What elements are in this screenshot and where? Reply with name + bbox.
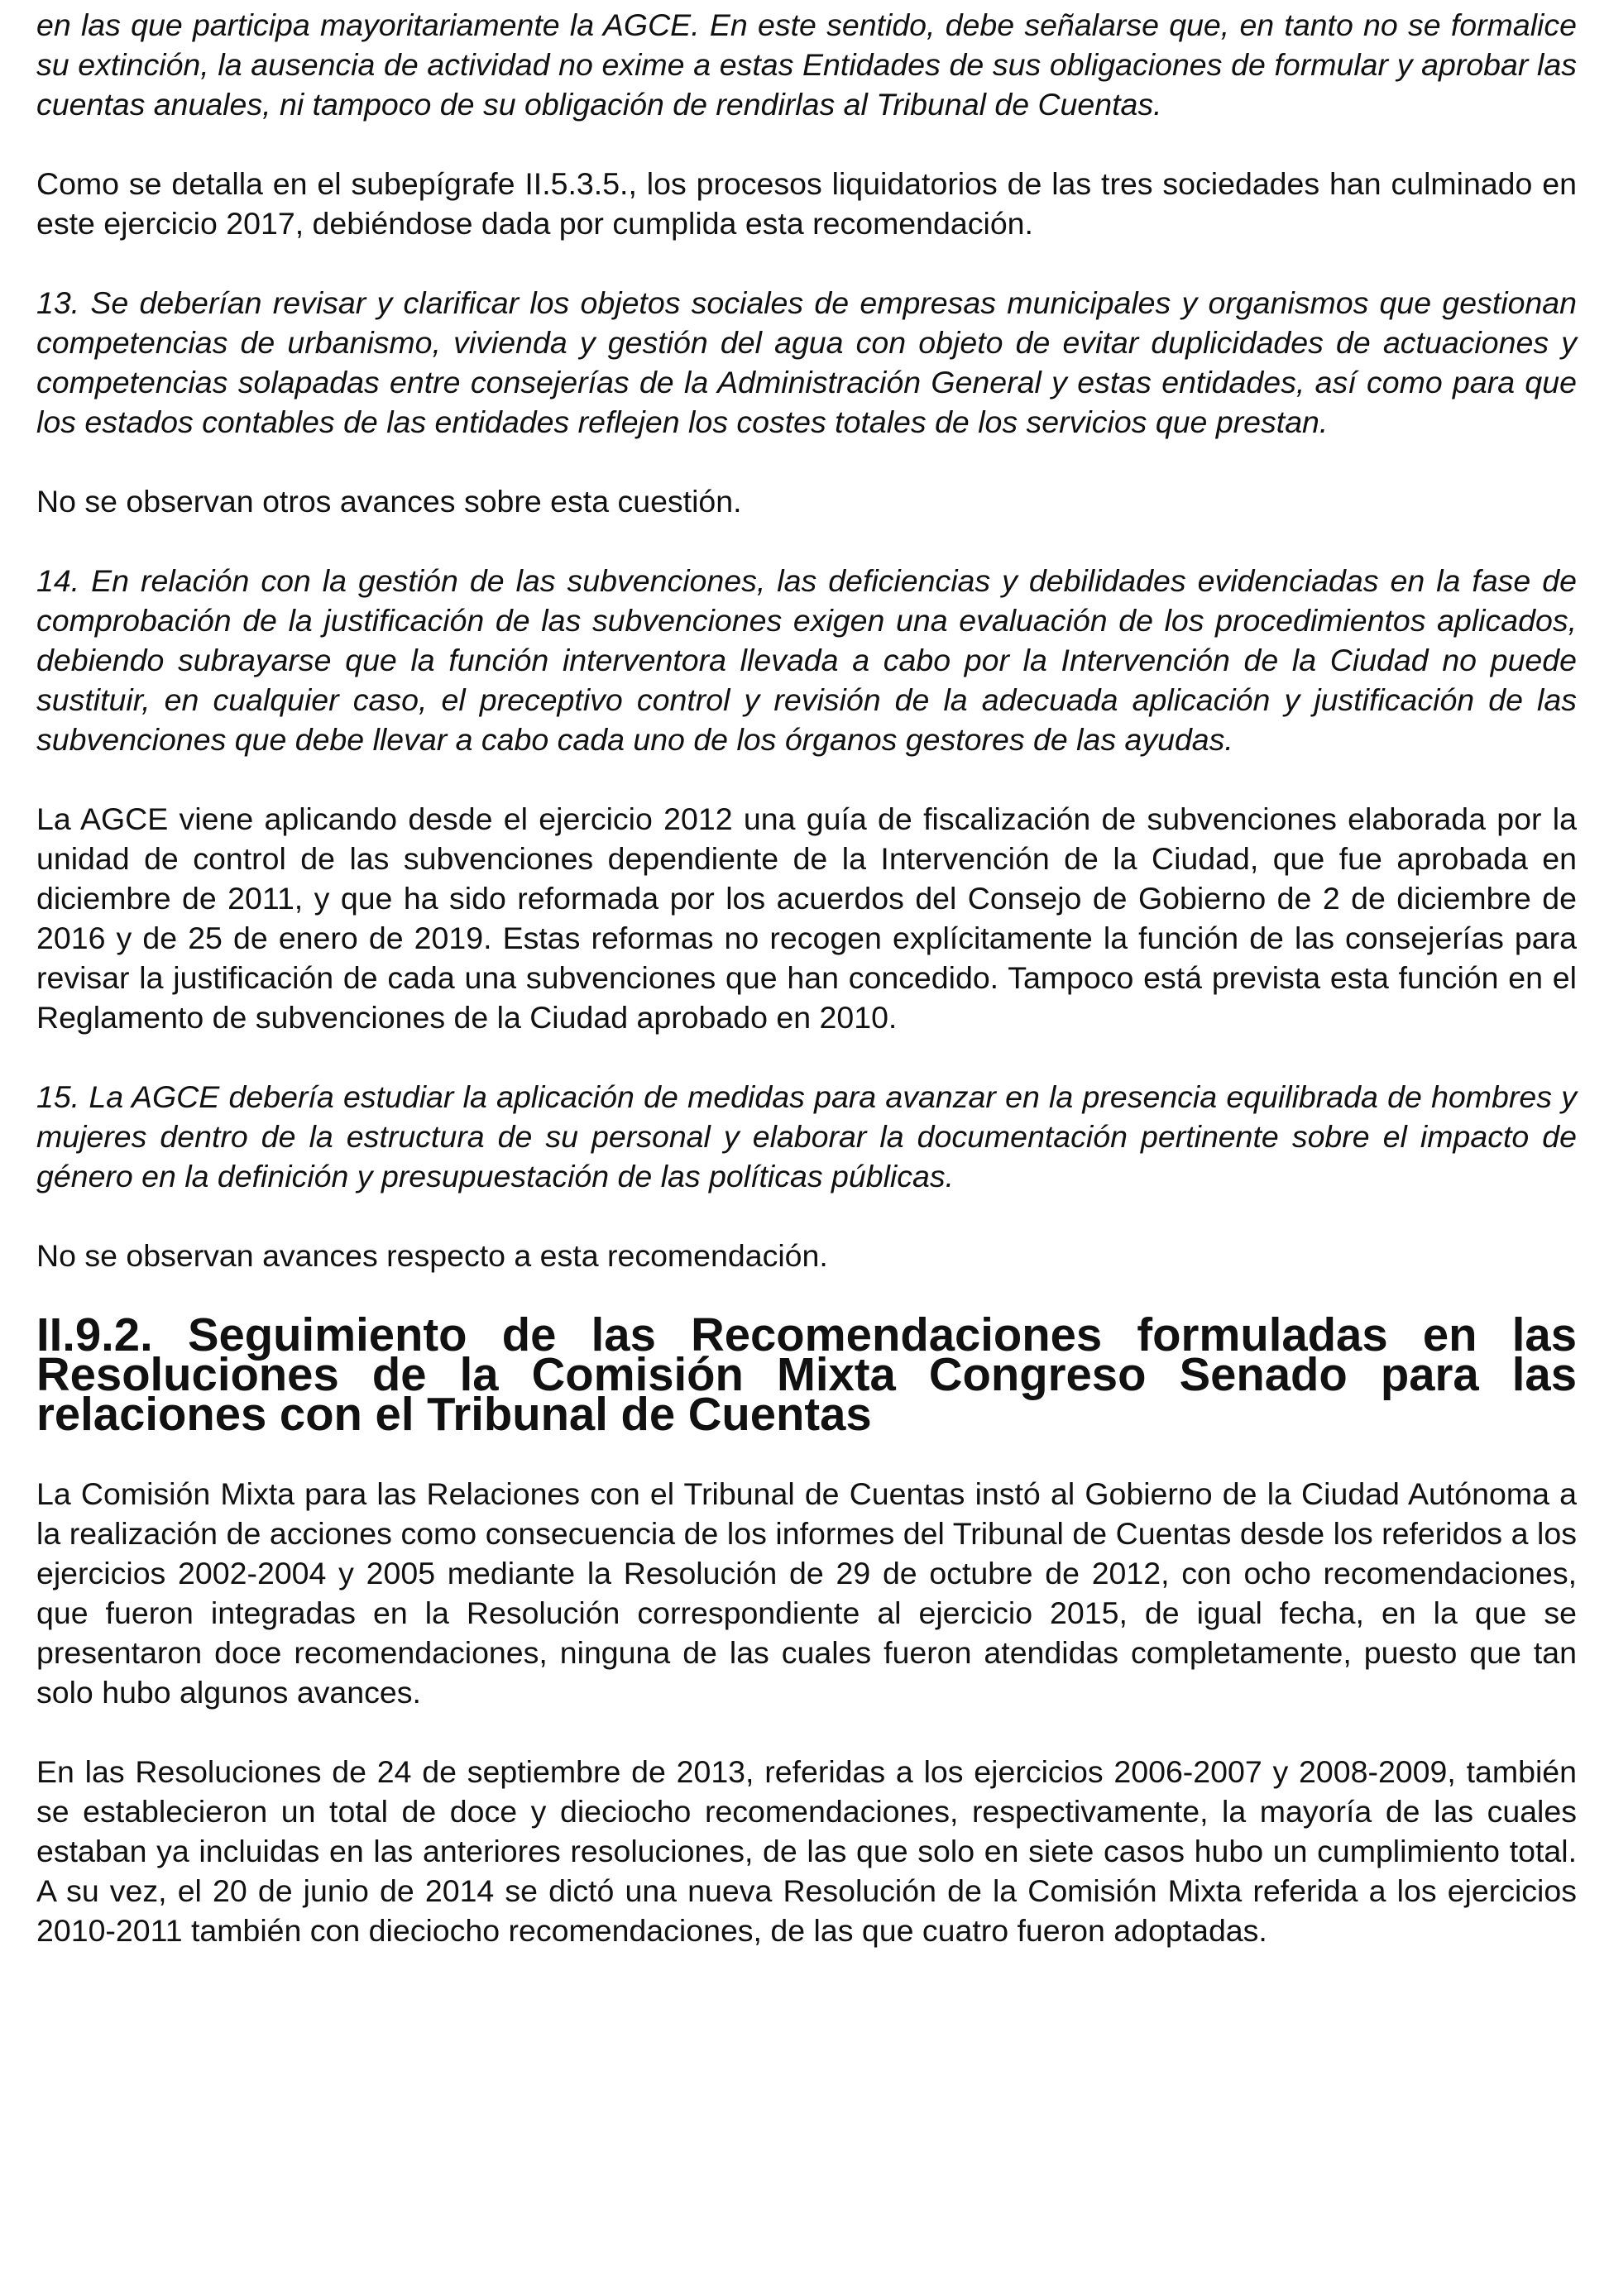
paragraph-inactive-entities: en las que participa mayoritariamente la AGCE. En este sentido, debe señalarse que, en tanto no se formalice su extinción, la ausencia de actividad no exime a estas Entidades de sus obligaciones de formular y aprobar las cuentas anuales, ni tampoco de su obligación de rendirlas al Tribunal de Cuentas. bbox=[36, 7, 1577, 122]
paragraph-subsidy-guide: La AGCE viene aplicando desde el ejercicio 2012 una guía de fiscalización de subvenciones elaborada por la unidad de control de las subvenciones dependiente de la Intervención de la Ciudad, que fue aprobada en diciembre de 2011, y que ha sido reformada por los acuerdos del Consejo de Gobierno de 2 de diciembre de 2016 y de 25 de enero de 2019. Estas reformas no recogen explícitamente la función de las consejerías para revisar la justificación de cada una subvenciones que han concedido. Tampoco está prevista esta función en el Reglamento de subvenciones de la Ciudad aprobado en 2010. bbox=[36, 801, 1577, 1035]
paragraph-joint-commission: La Comisión Mixta para las Relaciones con el Tribunal de Cuentas instó al Gobierno de la Ciudad Autónoma a la realización de acciones como consecuencia de los informes del Tribunal de Cuentas desde los referidos a los ejercicios 2002-2004 y 2005 mediante la Resolución de 29 de octubre de 2012, con ocho recomendaciones, que fueron integradas en la Resolución correspondiente al ejercicio 2015, de igual fecha, en la que se presentaron doce recomendaciones, ninguna de las cuales fueron atendidas completamente, puesto que tan solo hubo algunos avances. bbox=[36, 1476, 1577, 1710]
paragraph-resolutions-2013: En las Resoluciones de 24 de septiembre de 2013, referidas a los ejercicios 2006-2007 y 2008-2009, también se establecieron un total de doce y dieciocho recomendaciones, respectivamente, la mayoría de las cuales estaban ya incluidas en las anteriores resoluciones, de las que solo en siete casos hubo un cumplimiento total. A su vez, el 20 de junio de 2014 se dictó una nueva Resolución de la Comisión Mixta referida a los ejercicios 2010-2011 también con dieciocho recomendaciones, de las que cuatro fueron adoptadas. bbox=[36, 1754, 1577, 1948]
document-page bbox=[36, 5, 1577, 1990]
section-heading: II.9.2. Seguimiento de las Recomendaciones formuladas en las Resoluciones de la Comisión Mixta Congreso Senado para las relaciones con el Tribunal de Cuentas bbox=[36, 1308, 1577, 1440]
paragraph-liquidation-processes: Como se detalla en el subepígrafe II.5.3.5., los procesos liquidatorios de las tres sociedades han culminado en este ejercicio 2017, debiéndose dada por cumplida esta recomendación. bbox=[36, 166, 1577, 241]
recommendation-15: 15. La AGCE debería estudiar la aplicación de medidas para avanzar en la presencia equilibrada de hombres y mujeres dentro de la estructura de su personal y elaborar la documentación pertinente sobre el impacto de género en la definición y presupuestación de las políticas públicas. bbox=[36, 1079, 1577, 1193]
paragraph-no-other-advances: No se observan otros avances sobre esta cuestión. bbox=[36, 484, 742, 519]
recommendation-13: 13. Se deberían revisar y clarificar los objetos sociales de empresas municipales y organismos que gestionan competencias de urbanismo, vivienda y gestión del agua con objeto de evitar duplicidades de actuaciones y competencias solapadas entre consejerías de la Administración General y estas entidades, así como para que los estados contables de las entidades reflejen los costes totales de los servicios que prestan. bbox=[36, 285, 1577, 439]
paragraph-no-advances-recommendation: No se observan avances respecto a esta recomendación. bbox=[36, 1238, 828, 1273]
recommendation-14: 14. En relación con la gestión de las subvenciones, las deficiencias y debilidades evidenciadas en la fase de comprobación de la justificación de las subvenciones exigen una evaluación de los procedimientos aplicados, debiendo subrayarse que la función interventora llevada a cabo por la Intervención de la Ciudad no puede sustituir, en cualquier caso, el preceptivo control y revisión de la adecuada aplicación y justificación de las subvenciones que debe llevar a cabo cada uno de los órganos gestores de las ayudas. bbox=[36, 563, 1577, 757]
